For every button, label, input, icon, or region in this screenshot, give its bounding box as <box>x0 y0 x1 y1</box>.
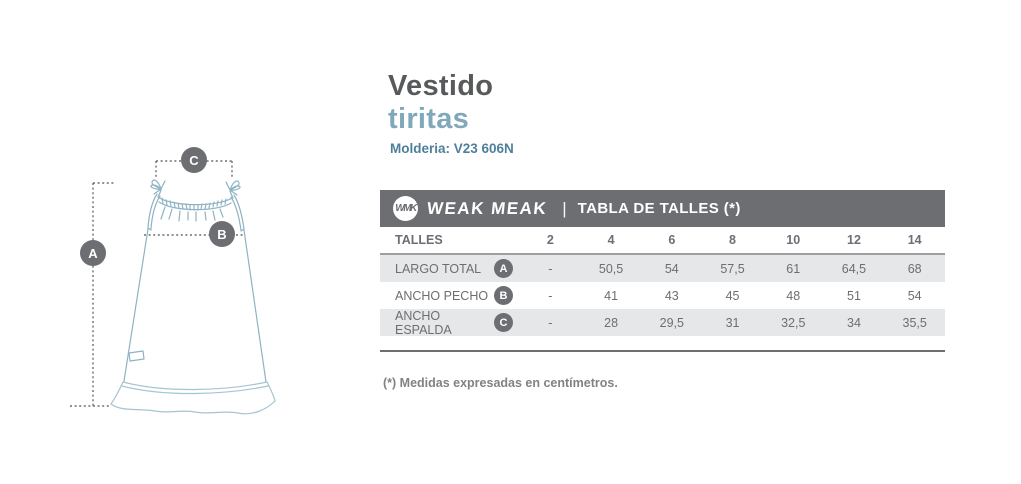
brand-name: WEAK MEAK <box>426 198 549 218</box>
left-bow <box>151 180 165 197</box>
marker-a-label: A <box>88 246 98 261</box>
sizes-header-row <box>380 227 945 255</box>
row-label-cell <box>380 259 520 278</box>
size-col-header: 10 <box>786 233 801 247</box>
row-label-cell <box>380 286 520 305</box>
left-armhole <box>148 194 160 230</box>
size-col-header: 8 <box>729 233 736 247</box>
marker-a-badge: A <box>494 259 513 278</box>
marker-b-label: B <box>217 227 227 242</box>
row-label: LARGO TOTAL <box>395 261 482 276</box>
measure-value: 54 <box>907 288 922 303</box>
measure-value: 61 <box>786 261 801 276</box>
measure-value: 28 <box>604 315 619 330</box>
measure-value: 68 <box>907 261 922 276</box>
size-col-header: 14 <box>907 233 922 247</box>
measure-value: - <box>548 288 553 303</box>
table-header-bar <box>380 190 945 227</box>
table-row-ancho-espalda <box>380 309 945 336</box>
product-name: Vestido <box>388 70 494 102</box>
product-style: tiritas <box>388 103 470 135</box>
measure-value: 34 <box>847 315 861 330</box>
measure-value: - <box>548 315 553 330</box>
measure-value: 64,5 <box>841 261 867 276</box>
measure-value: 32,5 <box>781 315 806 330</box>
table-bottom-rule <box>380 350 945 352</box>
right-side-seam <box>244 230 266 382</box>
measure-value: 31 <box>725 315 740 330</box>
right-bow <box>226 181 240 198</box>
measure-value: 35,5 <box>902 315 927 330</box>
measure-value: 57,5 <box>720 261 745 276</box>
dress-diagram <box>60 130 320 430</box>
marker-c-label: C <box>189 153 199 168</box>
measure-value: 50,5 <box>598 261 624 276</box>
side-tag <box>129 351 144 361</box>
marker-c-badge: C <box>494 313 513 332</box>
measure-value: 41 <box>604 288 619 303</box>
table-title: TABLA DE TALLES (*) <box>577 200 741 217</box>
size-col-header: 4 <box>607 233 615 247</box>
hem-seam <box>122 382 268 394</box>
measure-value: 29,5 <box>659 315 684 330</box>
table-row-ancho-pecho <box>380 282 945 309</box>
measure-value: 43 <box>664 288 679 303</box>
diagram-markers <box>80 147 235 266</box>
marker-b-badge: B <box>494 286 513 305</box>
units-footnote: (*) Medidas expresadas en centímetros. <box>383 376 618 390</box>
measure-value: 54 <box>664 261 679 276</box>
measure-value: 51 <box>847 288 861 303</box>
brand-logo-icon: WMK <box>393 196 418 221</box>
sizes-header-label <box>380 233 520 247</box>
measure-value: 48 <box>786 288 801 303</box>
talles-label: TALLES <box>395 233 443 247</box>
size-col-header: 6 <box>668 233 676 247</box>
table-row-largo-total <box>380 255 945 282</box>
header-divider: | <box>562 198 567 218</box>
measurement-lines <box>70 161 245 406</box>
size-col-header: 2 <box>546 233 554 247</box>
row-label: ANCHO PECHO <box>395 288 489 303</box>
ruffle-hem <box>111 401 275 414</box>
dress-sketch <box>111 180 275 414</box>
size-table <box>380 190 945 352</box>
measure-value: 45 <box>725 288 740 303</box>
title-block <box>388 70 514 156</box>
product-pattern-code: Molderia: V23 606N <box>390 141 514 156</box>
right-armhole <box>231 195 244 231</box>
size-col-header: 12 <box>847 233 861 247</box>
row-label-cell <box>380 309 520 337</box>
row-label: ANCHO ESPALDA <box>395 308 452 337</box>
measure-value: - <box>548 261 553 276</box>
